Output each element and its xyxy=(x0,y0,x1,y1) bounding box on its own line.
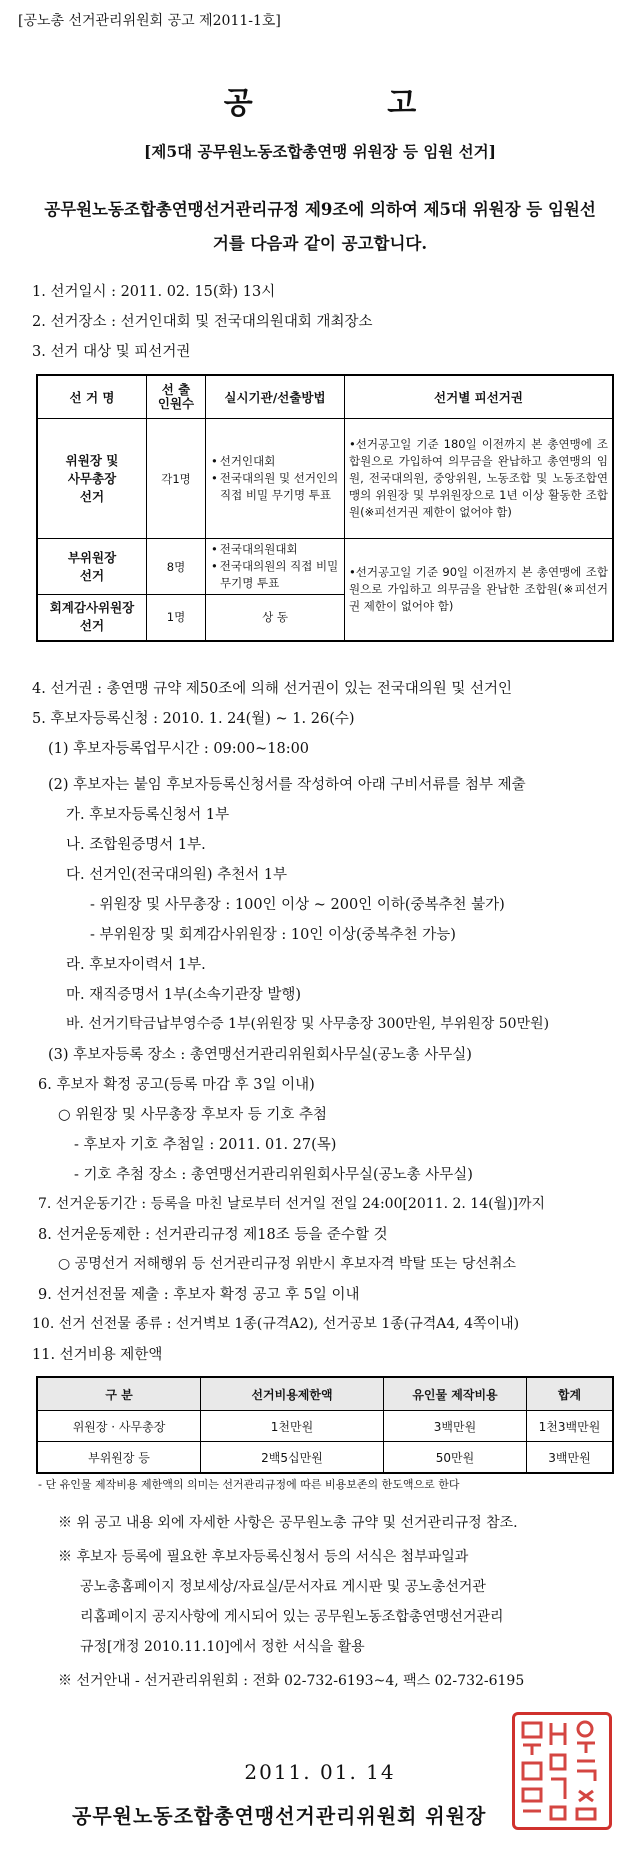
item-5-2f: 바. 선거기탁금납부영수증 1부(위원장 및 사무총장 300만원, 부위원장 50만원) xyxy=(66,1016,550,1032)
row-count: 8명 xyxy=(147,539,206,595)
item-5-3: (3) 후보자등록 장소 : 총연맹선거관리위원회사무실(공노총 사무실) xyxy=(48,1047,472,1063)
header-election-name: 선 거 명 xyxy=(37,375,147,419)
method-item: • 선거인대회 xyxy=(220,453,340,470)
table-cell: 3백만원 xyxy=(527,1442,614,1474)
table-header-row xyxy=(37,1377,613,1411)
item-1-election-date: 1. 선거일시 : 2011. 02. 15(화) 13시 xyxy=(32,284,276,300)
item-6a: ○ 위원장 및 사무총장 후보자 등 기호 추첨 xyxy=(58,1107,328,1123)
item-5-registration: 5. 후보자등록신청 : 2010. 1. 24(월) ~ 1. 26(수) xyxy=(32,711,355,727)
cost-footnote: - 단 유인물 제작비용 제한액의 의미는 선거관리규정에 따른 비용보존의 한도액으로 한다 xyxy=(38,1478,460,1491)
row-name: 위원장 및 사무총장 선거 xyxy=(37,419,147,539)
item-8a: ○ 공명선거 저해행위 등 선거관리규정 위반시 후보자격 박탈 또는 당선취소 xyxy=(58,1256,516,1272)
item-5-2c: 다. 선거인(전국대의원) 추천서 1부 xyxy=(66,867,288,883)
table-cell: 부위원장 등 xyxy=(37,1442,201,1474)
item-5-2e: 마. 재직증명서 1부(소속기관장 발행) xyxy=(66,987,302,1003)
item-10: 10. 선거 선전물 종류 : 선거벽보 1종(규격A2), 선거공보 1종(규격A4, 4쪽이내) xyxy=(32,1316,520,1332)
note-2-line-4: 규정[개정 2010.11.10]에서 정한 서식을 활용 xyxy=(80,1639,365,1655)
note-3: ※ 선거안내 - 선거관리위원회 : 전화 02-732-6193~4, 팩스 02-732-6195 xyxy=(58,1673,525,1689)
header-total: 합계 xyxy=(527,1377,614,1411)
note-2-line-2: 공노총홈페이지 정보세상/자료실/문서자료 게시판 및 공노총선거관 xyxy=(80,1579,486,1595)
intro-paragraph: 공무원노동조합총연맹선거관리규정 제9조에 의하여 제5대 위원장 등 임원선거를 다음과 같이 공고합니다. xyxy=(44,200,596,253)
table-cell: 50만원 xyxy=(384,1442,527,1474)
item-5-2d: 라. 후보자이력서 1부. xyxy=(66,957,206,973)
item-3-election-target: 3. 선거 대상 및 피선거권 xyxy=(32,344,191,360)
election-target-table xyxy=(36,374,614,642)
header-print-cost: 유인물 제작비용 xyxy=(384,1377,527,1411)
method-item: • 전국대의원 및 선거인의 직접 비밀 무기명 투표 xyxy=(220,470,340,504)
row-count: 각1명 xyxy=(147,419,206,539)
item-9: 9. 선거선전물 제출 : 후보자 확정 공고 후 5일 이내 xyxy=(38,1287,360,1303)
header-eligibility: 선거별 피선거권 xyxy=(345,375,614,419)
row-name: 회계감사위원장 선거 xyxy=(37,595,147,641)
notice-number: [공노총 선거관리위원회 공고 제2011-1호] xyxy=(18,13,281,29)
table-cell: 위원장 · 사무총장 xyxy=(37,1411,201,1442)
item-5-2b: 나. 조합원증명서 1부. xyxy=(66,837,206,853)
note-1: ※ 위 공고 내용 외에 자세한 사항은 공무원노총 규약 및 선거관리규정 참조. xyxy=(58,1515,518,1531)
item-5-2c1: - 위원장 및 사무총장 : 100인 이상 ~ 200인 이하(중복추천 불가) xyxy=(90,897,505,913)
header-cost-limit: 선거비용제한액 xyxy=(201,1377,384,1411)
item-6: 6. 후보자 확정 공고(등록 마감 후 3일 이내) xyxy=(38,1077,315,1093)
header-method: 실시기관/선출방법 xyxy=(206,375,345,419)
issue-date: 2011. 01. 14 xyxy=(244,1760,396,1784)
table-cell: 2백5십만원 xyxy=(201,1442,384,1474)
page-title: 공 고 xyxy=(223,86,479,121)
item-5-2: (2) 후보자는 붙임 후보자등록신청서를 작성하여 아래 구비서류를 첨부 제출 xyxy=(48,777,526,793)
table-cell: 1천만원 xyxy=(201,1411,384,1442)
official-seal-stamp xyxy=(512,1712,612,1830)
row-count: 1명 xyxy=(147,595,206,641)
row-eligibility: •선거공고일 기준 90일 이전까지 본 총연맹에 조합원으로 가입하고 의무금을 완납한 조합원(※피선거권 제한이 없어야 함) xyxy=(345,539,614,641)
item-6a1: - 후보자 기호 추첨일 : 2011. 01. 27(목) xyxy=(74,1137,337,1153)
item-2-election-place: 2. 선거장소 : 선거인대회 및 전국대의원대회 개최장소 xyxy=(32,314,373,330)
table-row xyxy=(37,539,613,595)
row-eligibility: •선거공고일 기준 180일 이전까지 본 총연맹에 조합원으로 가입하여 의무금을 완납하고 총연맹의 임원, 전국대의원, 중앙위원, 노동조합 및 노동조합연맹의 위원장 및 부위원장으로 1년 이상 활동한 조합원(※피선거권 제한이 없어야 함) xyxy=(345,419,614,539)
note-2-line-3: 리홈페이지 공지사항에 게시되어 있는 공무원노동조합총연맹선거관리 xyxy=(80,1609,504,1625)
item-4-voting-right: 4. 선거권 : 총연맹 규약 제50조에 의해 선거권이 있는 전국대의원 및 선거인 xyxy=(32,681,513,697)
header-category: 구 분 xyxy=(37,1377,201,1411)
table-header-row xyxy=(37,375,613,419)
row-method xyxy=(206,419,345,539)
table-row xyxy=(37,1411,613,1442)
item-5-2c2: - 부위원장 및 회계감사위원장 : 10인 이상(중복추천 가능) xyxy=(90,927,456,943)
table-row xyxy=(37,1442,613,1474)
cost-limit-table xyxy=(36,1376,614,1474)
item-7: 7. 선거운동기간 : 등록을 마친 날로부터 선거일 전일 24:00[2011. 2. 14(월)]까지 xyxy=(38,1196,546,1212)
header-count: 선 출 인원수 xyxy=(147,375,206,419)
item-11: 11. 선거비용 제한액 xyxy=(32,1347,163,1363)
table-cell: 1천3백만원 xyxy=(527,1411,614,1442)
item-6a2: - 기호 추첨 장소 : 총연맹선거관리위원회사무실(공노총 사무실) xyxy=(74,1167,473,1183)
method-item: • 전국대의원의 직접 비밀 무기명 투표 xyxy=(220,558,340,592)
item-5-2a: 가. 후보자등록신청서 1부 xyxy=(66,807,230,823)
signer: 공무원노동조합총연맹선거관리위원회 위원장 xyxy=(72,1804,487,1828)
row-method xyxy=(206,539,345,595)
seal-glyphs-icon xyxy=(515,1715,609,1827)
method-item: • 전국대의원대회 xyxy=(220,541,340,558)
table-cell: 3백만원 xyxy=(384,1411,527,1442)
item-8: 8. 선거운동제한 : 선거관리규정 제18조 등을 준수할 것 xyxy=(38,1227,388,1243)
item-5-1: (1) 후보자등록업무시간 : 09:00~18:00 xyxy=(48,741,310,757)
subtitle: [제5대 공무원노동조합총연맹 위원장 등 임원 선거] xyxy=(144,142,496,161)
note-2-line-1: ※ 후보자 등록에 필요한 후보자등록신청서 등의 서식은 첨부파일과 xyxy=(58,1549,469,1565)
row-name: 부위원장 선거 xyxy=(37,539,147,595)
table-row xyxy=(37,419,613,539)
row-method: 상 동 xyxy=(206,595,345,641)
